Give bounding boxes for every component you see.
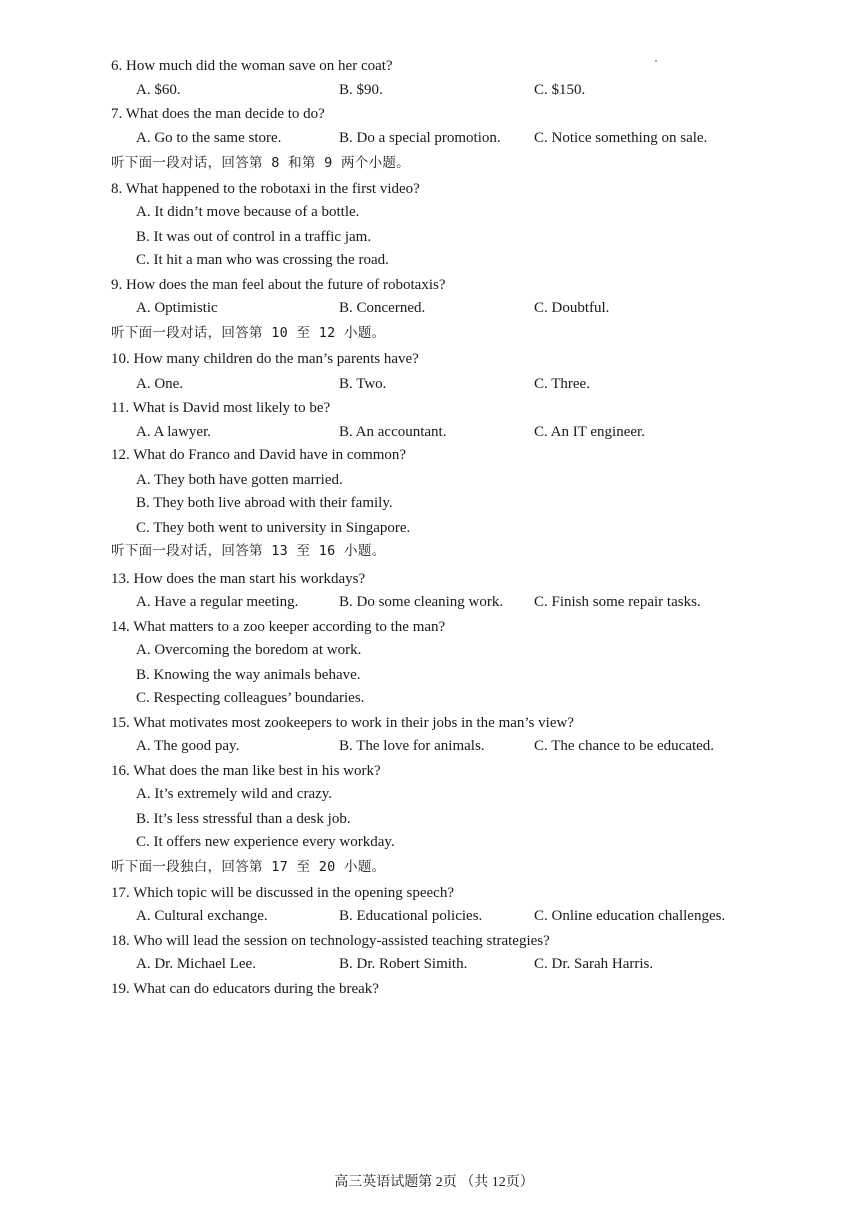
question-14: 14. What matters to a zoo keeper according to the man? — [111, 619, 446, 635]
section-instruction-13-16: 听下面一段对话，回答第 13 至 16 小题。 — [111, 543, 386, 559]
question-19: 19. What can do educators during the break? — [111, 981, 379, 997]
section-instruction-8-9: 听下面一段对话，回答第 8 和第 9 两个小题。 — [111, 155, 410, 171]
q14-option-a: A. Overcoming the boredom at work. — [136, 642, 362, 658]
question-8: 8. What happened to the robotaxi in the first video? — [111, 181, 420, 197]
q15-option-a: A. The good pay. — [136, 738, 240, 754]
question-17: 17. Which topic will be discussed in the opening speech? — [111, 885, 454, 901]
question-7: 7. What does the man decide to do? — [111, 106, 325, 122]
q12-option-c: C. They both went to university in Singapore. — [136, 520, 411, 536]
section-instruction-10-12: 听下面一段对话，回答第 10 至 12 小题。 — [111, 325, 386, 341]
q8-option-b: B. It was out of control in a traffic jam. — [136, 229, 372, 245]
q18-option-c: C. Dr. Sarah Harris. — [534, 956, 654, 972]
q9-option-b: B. Concerned. — [339, 300, 426, 316]
question-6: 6. How much did the woman save on her coat? — [111, 58, 393, 74]
q9-option-c: C. Doubtful. — [534, 300, 610, 316]
q15-option-c: C. The chance to be educated. — [534, 738, 715, 754]
q10-option-b: B. Two. — [339, 376, 387, 392]
q18-option-b: B. Dr. Robert Simith. — [339, 956, 468, 972]
q17-option-b: B. Educational policies. — [339, 908, 483, 924]
q12-option-a: A. They both have gotten married. — [136, 472, 343, 488]
question-15: 15. What motivates most zookeepers to work in their jobs in the man’s view? — [111, 715, 574, 731]
q7-option-a: A. Go to the same store. — [136, 130, 282, 146]
q14-option-b: B. Knowing the way animals behave. — [136, 667, 361, 683]
q6-option-b: B. $90. — [339, 82, 383, 98]
q17-option-a: A. Cultural exchange. — [136, 908, 268, 924]
scan-speck — [655, 60, 657, 62]
section-instruction-17-20: 听下面一段独白，回答第 17 至 20 小题。 — [111, 859, 386, 875]
q17-option-c: C. Online education challenges. — [534, 908, 726, 924]
q16-option-a: A. It’s extremely wild and crazy. — [136, 786, 333, 802]
q8-option-a: A. It didn’t move because of a bottle. — [136, 204, 360, 220]
q7-option-c: C. Notice something on sale. — [534, 130, 708, 146]
q18-option-a: A. Dr. Michael Lee. — [136, 956, 256, 972]
page-footer: 高三英语试题第 2页 （共 12页） — [334, 1175, 534, 1190]
question-11: 11. What is David most likely to be? — [111, 400, 331, 416]
question-16: 16. What does the man like best in his work? — [111, 763, 381, 779]
question-18: 18. Who will lead the session on technology-assisted teaching strategies? — [111, 933, 550, 949]
q6-option-c: C. $150. — [534, 82, 586, 98]
q9-option-a: A. Optimistic — [136, 300, 218, 316]
q10-option-a: A. One. — [136, 376, 184, 392]
q6-option-a: A. $60. — [136, 82, 181, 98]
q11-option-c: C. An IT engineer. — [534, 424, 645, 440]
q8-option-c: C. It hit a man who was crossing the road. — [136, 252, 389, 268]
q14-option-c: C. Respecting colleagues’ boundaries. — [136, 690, 365, 706]
question-10: 10. How many children do the man’s parents have? — [111, 351, 419, 367]
q13-option-a: A. Have a regular meeting. — [136, 594, 299, 610]
q15-option-b: B. The love for animals. — [339, 738, 485, 754]
q16-option-b: B. It’s less stressful than a desk job. — [136, 811, 351, 827]
question-13: 13. How does the man start his workdays? — [111, 571, 366, 587]
q16-option-c: C. It offers new experience every workday. — [136, 834, 395, 850]
q12-option-b: B. They both live abroad with their family. — [136, 495, 393, 511]
q11-option-b: B. An accountant. — [339, 424, 447, 440]
q11-option-a: A. A lawyer. — [136, 424, 211, 440]
q13-option-b: B. Do some cleaning work. — [339, 594, 504, 610]
q13-option-c: C. Finish some repair tasks. — [534, 594, 701, 610]
question-9: 9. How does the man feel about the future of robotaxis? — [111, 277, 446, 293]
question-12: 12. What do Franco and David have in common? — [111, 447, 407, 463]
q10-option-c: C. Three. — [534, 376, 590, 392]
q7-option-b: B. Do a special promotion. — [339, 130, 501, 146]
